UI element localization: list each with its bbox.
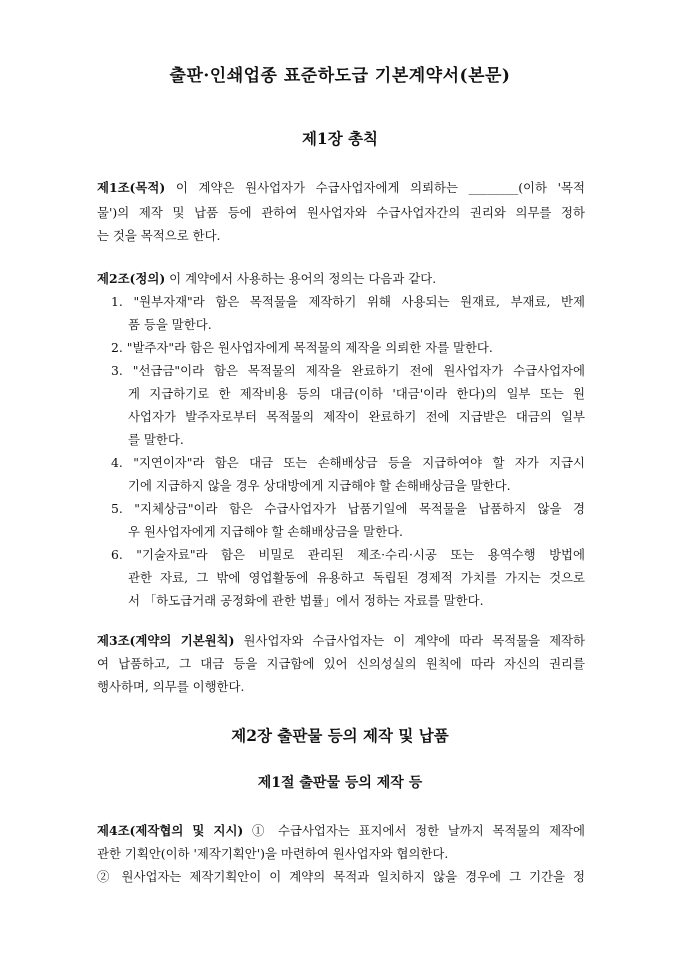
- definition-2-line-1: 2. "발주자"라 함은 원사업자에게 목적물의 제작을 의뢰한 자를 말한다.: [111, 340, 493, 355]
- article-4-heading: 제4조(제작협의 및 지시): [97, 823, 244, 838]
- article-3-line-2: 여 납품하고, 그 대금 등을 지급함에 있어 신의성실의 원칙에 따라 자신의 권리를: [97, 656, 585, 671]
- article-4-line-3: ② 원사업자는 제작기획안이 이 계약의 목적과 일치하지 않을 경우에 그 기간을 정: [97, 869, 585, 884]
- definition-6-line-2: 관한 자료, 그 밖에 영업활동에 유용하고 독립된 경제적 가치를 가지는 것으로: [128, 570, 585, 585]
- document-title: 출판·인쇄업종 표준하도급 기본계약서(본문): [169, 66, 511, 86]
- article-3-text-1: 원사업자와 수급사업자는 이 계약에 따라 목적물을 제작하: [234, 633, 585, 648]
- article-1-text-1: 이 계약은 원사업자가 수급사업자에게 의뢰하는 ________(이하 '목적: [165, 180, 585, 195]
- article-3-heading: 제3조(계약의 기본원칙): [97, 633, 235, 648]
- article-2-intro: 이 계약에서 사용하는 용어의 정의는 다음과 같다.: [165, 271, 437, 286]
- article-3-line-1: [97, 633, 585, 649]
- article-1-line-2: 물')의 제작 및 납품 등에 관하여 원사업자와 수급사업자간의 권리와 의무를 정하: [97, 205, 585, 220]
- article-2-heading: 제2조(정의): [97, 271, 166, 286]
- definition-6-line-3: 서 「하도급거래 공정화에 관한 법률」에서 정하는 자료를 말한다.: [128, 593, 484, 608]
- chapter-1-heading: 제1장 총칙: [301, 129, 379, 148]
- article-1-line-3: 는 것을 목적으로 한다.: [97, 228, 221, 243]
- article-3-line-3: 행사하며, 의무를 이행한다.: [97, 679, 245, 694]
- definition-3-line-2: 게 지급하기로 한 제작비용 등의 대금(이하 '대금'이라 한다)의 일부 또는 원: [128, 386, 585, 401]
- article-1-line-1: [97, 180, 585, 196]
- definition-5-line-2: 우 원사업자에게 지급해야 할 손해배상금을 말한다.: [128, 524, 403, 539]
- definition-5-line-1: 5. "지체상금"이라 함은 수급사업자가 납품기일에 목적물을 납품하지 않을 경: [111, 501, 585, 516]
- definition-1-line-2: 품 등을 말한다.: [128, 317, 212, 332]
- section-1-heading: 제1절 출판물 등의 제작 등: [257, 775, 423, 791]
- article-1-heading: 제1조(목적): [97, 180, 166, 195]
- definition-1-line-1: 1. "원부자재"라 함은 목적물을 제작하기 위해 사용되는 원재료, 부재료, 반제: [111, 294, 585, 309]
- definition-6-line-1: 6. "기술자료"라 함은 비밀로 관리된 제조·수리·시공 또는 용역수행 방법에: [111, 547, 585, 562]
- definition-3-line-4: 를 말한다.: [128, 432, 184, 447]
- article-4-line-2: 관한 기획안(이하 '제작기획안')을 마련하여 원사업자와 협의한다.: [97, 846, 449, 861]
- definition-4-line-2: 기에 지급하지 않을 경우 상대방에게 지급해야 할 손해배상금을 말한다.: [128, 478, 511, 493]
- definition-3-line-1: 3. "선급금"이라 함은 목적물의 제작을 완료하기 전에 원사업자가 수급사업자에: [111, 363, 585, 378]
- definition-3-line-3: 사업자가 발주자로부터 목적물의 제작이 완료하기 전에 지급받은 대금의 일부: [128, 409, 585, 424]
- definition-4-line-1: 4. "지연이자"라 함은 대금 또는 손해배상금 등을 지급하여야 할 자가 지급시: [111, 455, 585, 470]
- chapter-2-heading: 제2장 출판물 등의 제작 및 납품: [231, 726, 449, 745]
- article-4-line-1: [97, 823, 585, 839]
- article-2-line-1: [97, 271, 436, 287]
- article-4-text-1: ① 수급사업자는 표지에서 정한 날까지 목적물의 제작에: [243, 823, 585, 838]
